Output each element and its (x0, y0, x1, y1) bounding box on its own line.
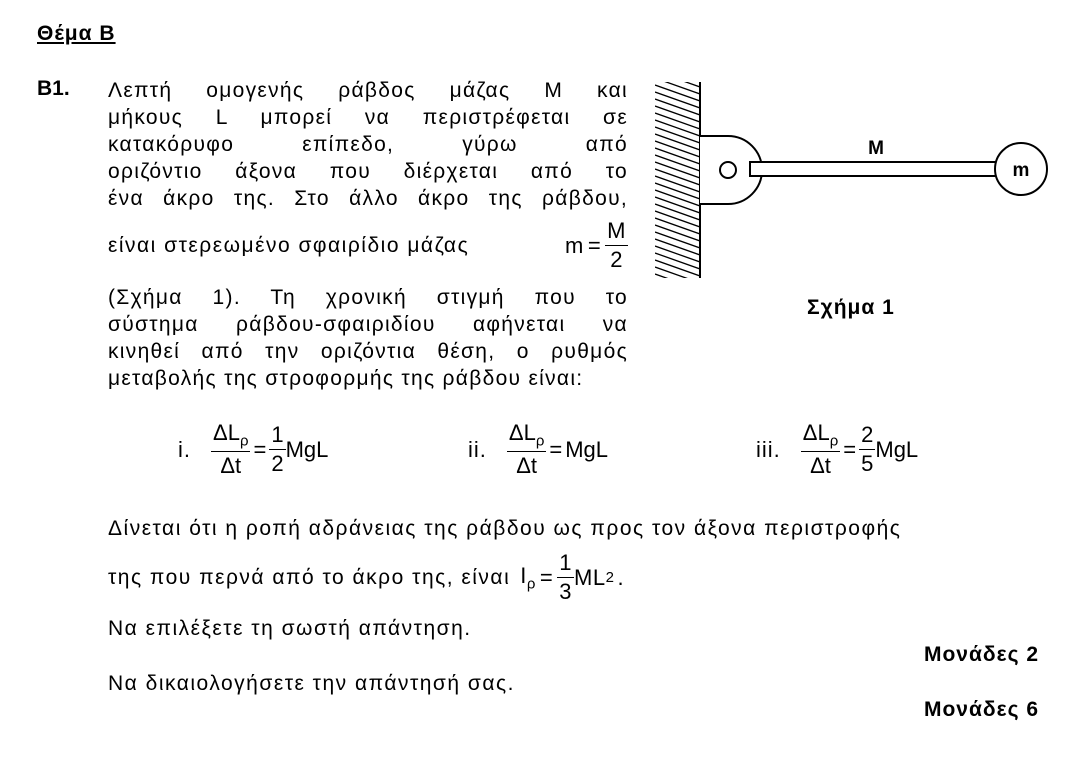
inertia-coef-den: 3 (559, 579, 573, 604)
axis-pivot (720, 162, 736, 178)
inertia-eq: = (539, 564, 554, 590)
rod-sphere-figure (650, 80, 1060, 280)
option-i-label: i. (178, 436, 191, 462)
option-i-den: Δt (220, 453, 242, 479)
option-ii-eq: = (549, 436, 563, 462)
inertia-coef (557, 552, 574, 603)
option-ii (468, 422, 608, 477)
option-i-sub: ρ (239, 432, 249, 450)
option-iii-label: iii. (756, 436, 781, 462)
option-iii-sub: ρ (829, 432, 839, 450)
question-line-1: Λεπτή ομογενής ράβδος μάζας Μ και (108, 79, 628, 102)
figure-caption: Σχήμα 1 (807, 296, 895, 319)
given-line-2 (108, 552, 624, 603)
mass-numerator: M (605, 220, 628, 246)
option-iii-coef-den: 5 (861, 451, 874, 477)
option-i-rate (211, 422, 250, 477)
mass-denominator: 2 (610, 247, 623, 272)
question-label: Β1. (37, 77, 70, 100)
option-i-coef-num: 1 (269, 424, 285, 450)
sphere-mass-label: m (1012, 160, 1030, 181)
option-iii-eq: = (843, 436, 857, 462)
mass-line (108, 220, 628, 271)
mass-eq: = (587, 232, 602, 258)
option-iii-den: Δt (810, 453, 831, 479)
mass-formula (565, 220, 628, 271)
option-iii-coef-num: 2 (859, 424, 875, 450)
question-line-5: ένα άκρο της. Στο άλλο άκρο της ράβδου, (108, 187, 628, 210)
inertia-sub: ρ (526, 575, 536, 593)
option-iii (756, 422, 918, 477)
wall-hatching (655, 80, 700, 280)
option-i-coef (269, 424, 285, 475)
option-iii-rest: MgL (875, 436, 919, 462)
select-points: Μονάδες 2 (923, 643, 1039, 666)
option-ii-den: Δt (516, 453, 538, 479)
instruction-justify: Να δικαιολογήσετε την απάντησή σας. (108, 672, 515, 695)
question-line-4: οριζόντιο άξονα που διέρχεται από το (108, 160, 628, 183)
rod (750, 162, 996, 176)
option-ii-rate (507, 422, 546, 477)
inertia-end: . (617, 564, 625, 590)
mass-lhs: m (564, 232, 584, 258)
option-i-rest: MgL (285, 436, 329, 462)
question-line-9: μεταβολής της στροφορμής της ράβδου είναι: (108, 367, 584, 390)
question-line-8: κινηθεί από την οριζόντια θέση, ο ρυθμός (108, 340, 628, 363)
mass-line-text: είναι στερεωμένο σφαιρίδιο μάζας (108, 233, 470, 257)
instruction-select: Να επιλέξετε τη σωστή απάντηση. (108, 617, 472, 640)
section-title: Θέμα Β (37, 22, 116, 45)
option-ii-label: ii. (468, 436, 487, 462)
inertia-formula (520, 552, 624, 603)
option-ii-rest: MgL (565, 436, 609, 462)
given-line-2-text: της που περνά από το άκρο της, είναι (108, 565, 511, 589)
question-line-7: σύστημα ράβδου-σφαιριδίου αφήνεται να (108, 313, 628, 336)
inertia-ml: ML (574, 564, 606, 590)
option-i-coef-den: 2 (271, 451, 284, 477)
question-line-3: κατακόρυφο επίπεδο, γύρω από (108, 133, 628, 156)
inertia-symbol: I (520, 562, 527, 588)
question-line-6: (Σχήμα 1). Τη χρονική στιγμή που το (108, 286, 628, 309)
justify-points: Μονάδες 6 (923, 698, 1039, 721)
inertia-exp: 2 (605, 569, 615, 586)
option-iii-num: ΔL (802, 420, 830, 445)
question-line-2: μήκους L μπορεί να περιστρέφεται σε (108, 106, 628, 129)
option-i-num: ΔL (213, 420, 240, 445)
option-iii-coef (859, 424, 875, 475)
rod-mass-label: M (868, 138, 884, 159)
option-ii-num: ΔL (508, 420, 536, 445)
mass-fraction (605, 220, 628, 271)
option-i-eq: = (253, 436, 267, 462)
option-i (178, 422, 328, 477)
given-line-1: Δίνεται ότι η ροπή αδράνειας της ράβδου ως προς τον άξονα περιστροφής (108, 517, 902, 540)
option-iii-rate (801, 422, 840, 477)
inertia-coef-num: 1 (557, 552, 574, 578)
option-ii-sub: ρ (535, 432, 545, 450)
